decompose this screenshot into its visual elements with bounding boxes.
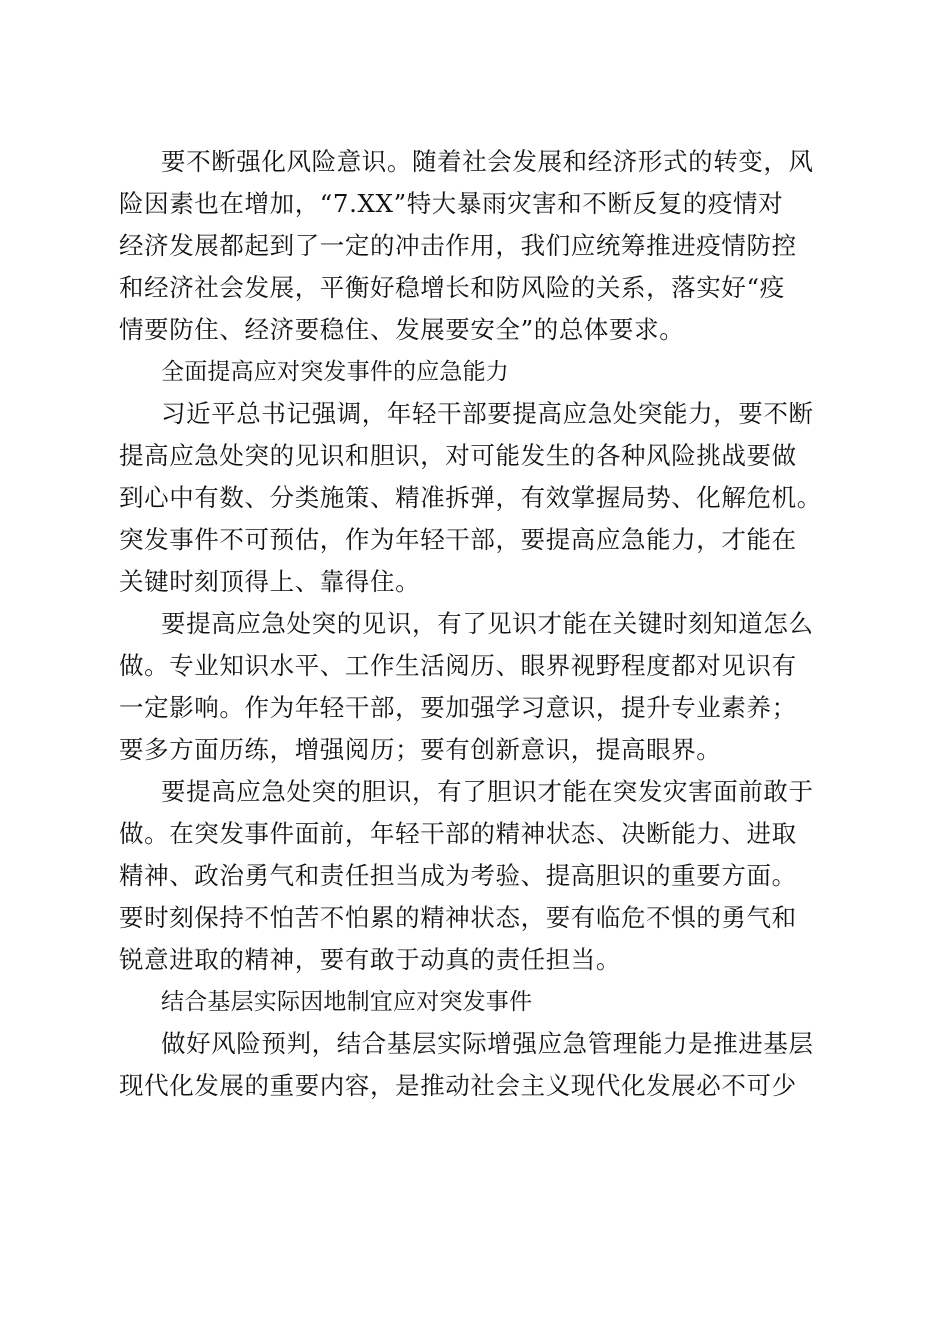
section-heading: 结合基层实际因地制宜应对突发事件	[161, 989, 533, 1015]
section-heading: 全面提高应对突发事件的应急能力	[161, 359, 509, 385]
paragraph-line: 做。在突发事件面前，年轻干部的精神状态、决断能力、进取	[119, 819, 797, 848]
paragraph-line: 现代化发展的重要内容，是推动社会主义现代化发展必不可少	[119, 1071, 797, 1100]
paragraph-line: 要多方面历练，增强阅历；要有创新意识，提高眼界。	[119, 735, 722, 764]
paragraph-line: 情要防住、经济要稳住、发展要安全”的总体要求。	[119, 315, 685, 344]
paragraph-line: 要时刻保持不怕苦不怕累的精神状态，要有临危不惧的勇气和	[119, 903, 797, 932]
paragraph-line: 关键时刻顶得上、靠得住。	[119, 567, 421, 596]
paragraph-line: 做好风险预判，结合基层实际增强应急管理能力是推进基层	[161, 1029, 814, 1058]
paragraph-line: 要提高应急处突的胆识，有了胆识才能在突发灾害面前敢于	[161, 777, 814, 806]
paragraph-line: 习近平总书记强调，年轻干部要提高应急处突能力，要不断	[161, 399, 814, 428]
paragraph-line: 突发事件不可预估，作为年轻干部，要提高应急能力，才能在	[119, 525, 797, 554]
paragraph-line: 到心中有数、分类施策、精准拆弹，有效掌握局势、化解危机。	[119, 483, 822, 512]
paragraph-line: 和经济社会发展，平衡好稳增长和防风险的关系，落实好“疫	[119, 273, 785, 302]
paragraph-line: 险因素也在增加，“7.XX”特大暴雨灾害和不断反复的疫情对	[119, 189, 784, 218]
paragraph-line: 要提高应急处突的见识，有了见识才能在关键时刻知道怎么	[161, 609, 814, 638]
paragraph-line: 一定影响。作为年轻干部，要加强学习意识，提升专业素养；	[119, 693, 797, 722]
paragraph-line: 做。专业知识水平、工作生活阅历、眼界视野程度都对见识有	[119, 651, 797, 680]
paragraph-line: 锐意进取的精神，要有敢于动真的责任担当。	[119, 945, 621, 974]
paragraph-line: 要不断强化风险意识。随着社会发展和经济形式的转变，风	[161, 147, 814, 176]
paragraph-line: 精神、政治勇气和责任担当成为考验、提高胆识的重要方面。	[119, 861, 797, 890]
paragraph-line: 提高应急处突的见识和胆识，对可能发生的各种风险挑战要做	[119, 441, 797, 470]
paragraph-line: 经济发展都起到了一定的冲击作用，我们应统筹推进疫情防控	[119, 231, 797, 260]
